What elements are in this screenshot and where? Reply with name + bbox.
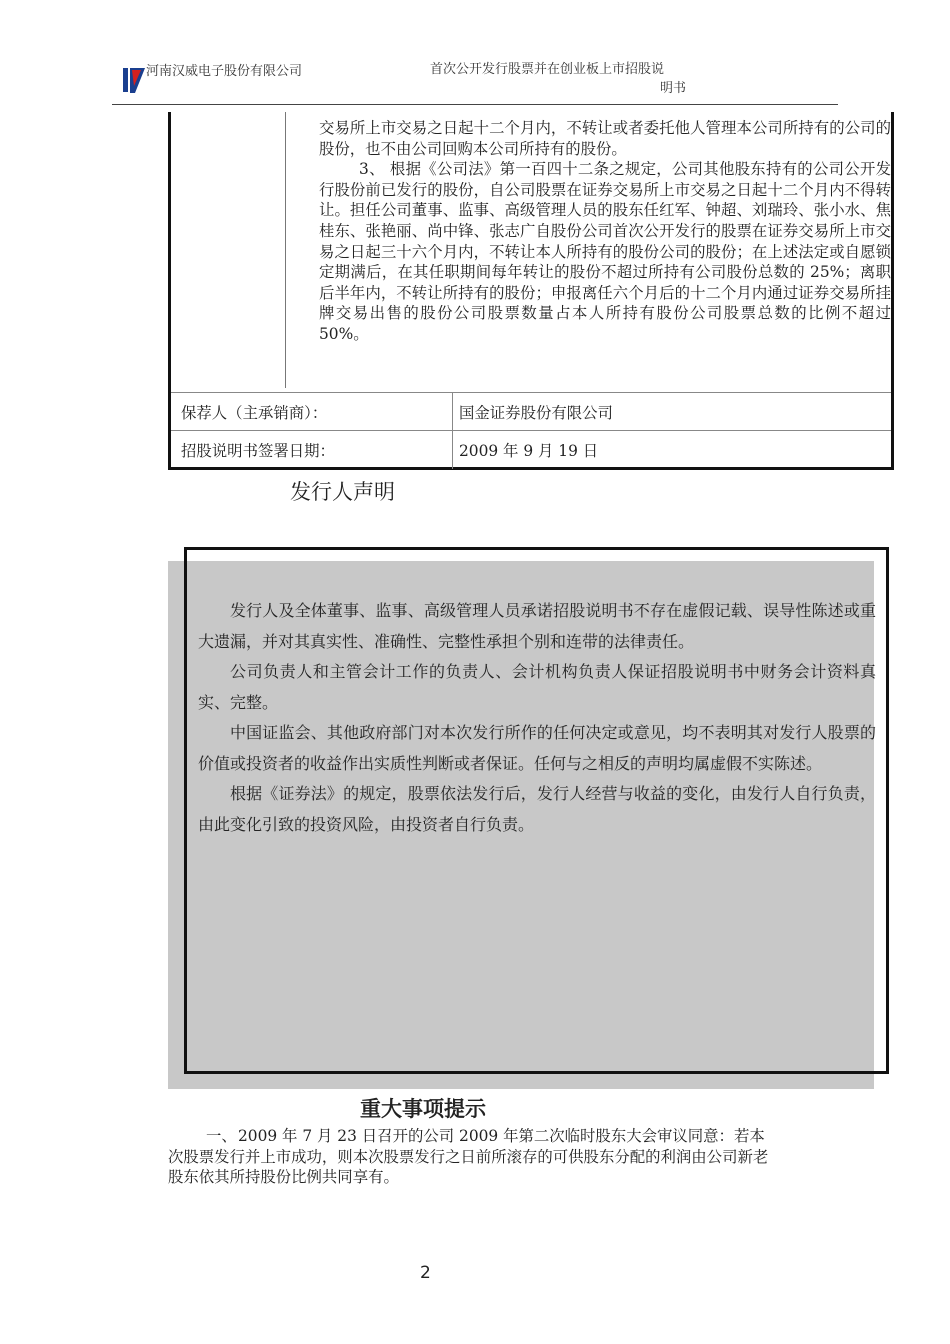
sign-date-value: 2009 年 9 月 19 日 xyxy=(459,442,599,460)
sponsor-label: 保荐人（主承销商）： xyxy=(181,404,328,422)
page-number: 2 xyxy=(420,1263,431,1283)
header-title-line1: 首次公开发行股票并在创业板上市招股说 xyxy=(430,62,665,77)
statement-paragraph: 根据《证券法》的规定，股票依法发行后，发行人经营与收益的变化，由发行人自行负责，由此变化引致的投资风险，由投资者自行负责。 xyxy=(198,784,876,834)
hanwei-logo-icon xyxy=(123,66,145,94)
table-row-sponsor xyxy=(171,392,891,431)
major-notice-title: 重大事项提示 xyxy=(360,1097,486,1121)
issuer-statement-body xyxy=(198,596,876,840)
statement-paragraph: 公司负责人和主管会计工作的负责人、会计机构负责人保证招股说明书中财务会计资料真实、完整。 xyxy=(198,662,876,712)
major-notice-item-1 xyxy=(168,1126,778,1188)
table-cell-divider xyxy=(452,431,453,469)
header-company-name: 河南汉威电子股份有限公司 xyxy=(146,64,303,79)
sign-date-label: 招股说明书签署日期： xyxy=(181,442,335,460)
notice-item-number: 一、 xyxy=(206,1127,237,1145)
header-document-title xyxy=(430,60,692,98)
table-cell-divider xyxy=(452,393,453,431)
table-row-sign-date xyxy=(171,430,891,469)
table-column-divider xyxy=(285,112,286,388)
notice-item-text: 2009 年 7 月 23 日召开的公司 2009 年第二次临时股东大会审议同意：若本次股票发行并上市成功，则本次股票发行之日前所滚存的可供股东分配的利润由公司新老股东依其所持股份比例共同享有。 xyxy=(168,1127,769,1186)
lockup-paragraph: 交易所上市交易之日起十二个月内，不转让或者委托他人管理本公司所持有的公司的股份，也不由公司回购本公司所持有的股份。 xyxy=(319,119,891,158)
lockup-commitment-cell xyxy=(319,118,891,345)
header-title-line2: 明书 xyxy=(659,81,686,96)
lockup-paragraph: 3、 根据《公司法》第一百四十二条之规定，公司其他股东持有的公司公开发行股份前已发行的股份，自公司股票在证券交易所上市交易之日起十二个月内不得转让。担任公司董事、监事、高级管理人员的股东任红军、钟超、刘瑞玲、张小水、焦桂东、张艳丽、尚中锋、张志广自股份公司首次公开发行的股票在证券交易所上市交易之日起三十六个月内，不转让本人所持有的股份公司的股份；在上述法定或自愿锁定期满后，在其任职期间每年转让的股份不超过所持有公司股份总数的 25%；离职后半年内，不转让所持有的股份；申报离任六个月后的十二个月内通过证券交易所挂牌交易出售的股份公司股票数量占本人所持有股份公司股票总数的比例不超过 50%。 xyxy=(319,160,891,343)
offering-info-table xyxy=(168,112,894,470)
statement-paragraph: 中国证监会、其他政府部门对本次发行所作的任何决定或意见，均不表明其对发行人股票的价值或投资者的收益作出实质性判断或者保证。任何与之相反的声明均属虚假不实陈述。 xyxy=(198,723,876,773)
statement-paragraph: 发行人及全体董事、监事、高级管理人员承诺招股说明书不存在虚假记载、误导性陈述或重大遗漏，并对其真实性、准确性、完整性承担个别和连带的法律责任。 xyxy=(198,601,876,651)
header-rule xyxy=(112,104,838,105)
issuer-statement-title: 发行人声明 xyxy=(290,480,395,504)
sponsor-value: 国金证券股份有限公司 xyxy=(459,404,613,422)
